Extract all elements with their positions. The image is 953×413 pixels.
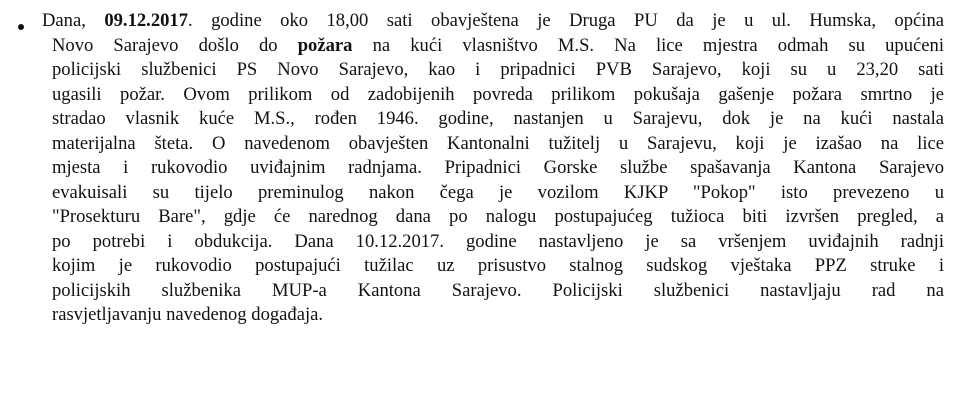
text-line: materijalna šteta. O navedenom obavješten Kantonalni tužitelj u Sarajevu, koji je izašao na lice — [52, 132, 944, 154]
text-line: po potrebi i obdukcija. Dana 10.12.2017. godine nastavljeno je sa vršenjem uviđajnih radnji — [52, 230, 944, 252]
text-line: mjesta i rukovodio uviđajnim radnjama. Pripadnici Gorske službe spašavanja Kantona Sarajevo — [52, 157, 944, 178]
text-line: "Prosekturu Bare", gdje će narednog dana po nalogu postupajućeg tužioca biti izvršen pregled, a — [52, 206, 944, 227]
bullet-point — [18, 24, 24, 30]
text-line: rasvjetljavanju navedenog događaja. — [52, 304, 324, 325]
text-line: policijskih službenika MUP-a Kantona Sarajevo. Policijski službenici nastavljaju rad na — [52, 279, 944, 301]
date-bold: 09.12.2017 — [104, 10, 188, 31]
text-line: stradao vlasnik kuće M.S., rođen 1946. godine, nastanjen u Sarajevu, dok je na kući nastala — [52, 108, 944, 129]
text-line: ugasili požar. Ovom prilikom od zadobijenih povreda prilikom pokušaja gašenje požara smrtno je — [52, 83, 944, 105]
text-line: kojim je rukovodio postupajući tužilac uz prisustvo stalnog sudskog vještaka PPZ struke i — [52, 255, 944, 276]
text-line: policijski službenici PS Novo Sarajevo, kao i pripadnici PVB Sarajevo, koji su u 23,20 sati — [52, 59, 944, 80]
keyword-bold: požara — [297, 34, 353, 56]
text-line: evakuisali su tijelo preminulog nakon čega je vozilom KJKP "Pokop" isto prevezeno u — [52, 181, 944, 203]
text-line: Novo Sarajevo došlo do požara na kući vlasništvo M.S. Na lice mjestra odmah su upućeni — [52, 34, 944, 56]
incident-report-paragraph — [42, 9, 944, 328]
text-line: Dana, 09.12.2017. godine oko 18,00 sati obavještena je Druga PU da je u ul. Humska, općina — [42, 10, 944, 31]
